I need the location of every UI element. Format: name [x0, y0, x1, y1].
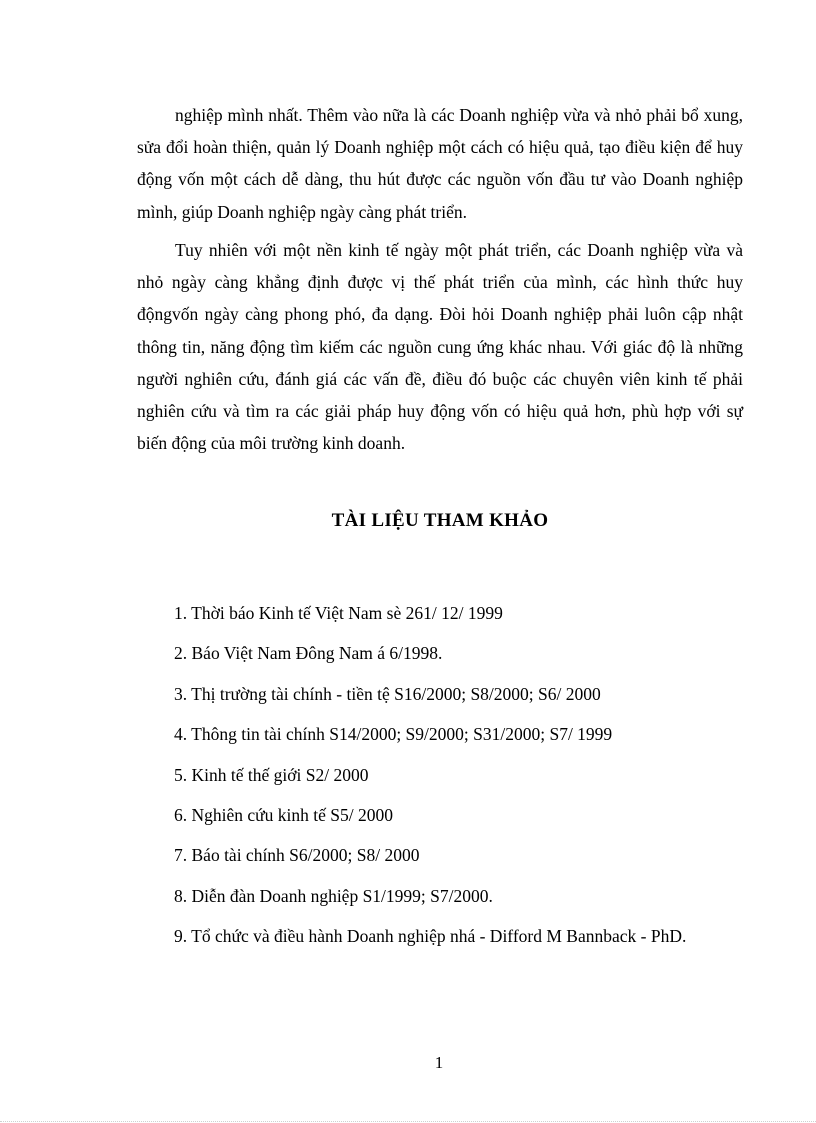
reference-item-5: 5. Kinh tế thế giới S2/ 2000	[174, 764, 369, 785]
reference-item-6: 6. Nghiên cứu kinh tế S5/ 2000	[174, 804, 393, 825]
reference-item-2: 2. Báo Việt Nam Đông Nam á 6/1998.	[174, 643, 443, 664]
body-paragraph-2: Tuy nhiên với một nền kinh tế ngày một phát triển, các Doanh nghiệp vừa và nhỏ ngày càng khẳng định được vị thế phát triển của mình, các hình thức huy độngvốn ngày càng phong phó, đa dạng. Đòi hỏi Doanh nghiệp phải luôn cập nhật thông tin, năng động tìm kiếm các nguồn cung ứng khác nhau. Với giác độ là những người nghiên cứu, đánh giá các vấn đề, điều đó buộc các chuyên viên kinh tế phải nghiên cứu và tìm ra các giải pháp huy động vốn có hiệu quả hơn, phù hợp với sự biến động của môi trường kinh doanh.	[137, 240, 743, 454]
references-list	[174, 598, 686, 962]
page-number: 1	[434, 1053, 444, 1072]
reference-item-1: 1. Thời báo Kinh tế Việt Nam sè 261/ 12/ 1999	[174, 603, 503, 623]
body-paragraph-1: nghiệp mình nhất. Thêm vào nữa là các Doanh nghiệp vừa và nhỏ phải bổ xung, sửa đổi hoàn thiện, quản lý Doanh nghiệp một cách có hiệu quả, tạo điều kiện để huy động vốn một cách dễ dàng, thu hút được các nguồn vốn đầu tư vào Doanh nghiệp mình, giúp Doanh nghiệp ngày càng phát triển.	[137, 105, 743, 222]
reference-item-8: 8. Diễn đàn Doanh nghiệp S1/1999; S7/2000.	[174, 885, 493, 906]
references-heading: TÀI LIỆU THAM KHẢO	[331, 510, 549, 531]
page-bottom-divider	[0, 1121, 816, 1122]
reference-item-4: 4. Thông tin tài chính S14/2000; S9/2000; S31/2000; S7/ 1999	[174, 724, 613, 745]
reference-item-7: 7. Báo tài chính S6/2000; S8/ 2000	[174, 845, 420, 866]
reference-item-9: 9. Tổ chức và điều hành Doanh nghiệp nhá - Difford M Bannback - PhD.	[174, 926, 687, 947]
reference-item-3: 3. Thị trường tài chính - tiền tệ S16/2000; S8/2000; S6/ 2000	[174, 683, 601, 704]
